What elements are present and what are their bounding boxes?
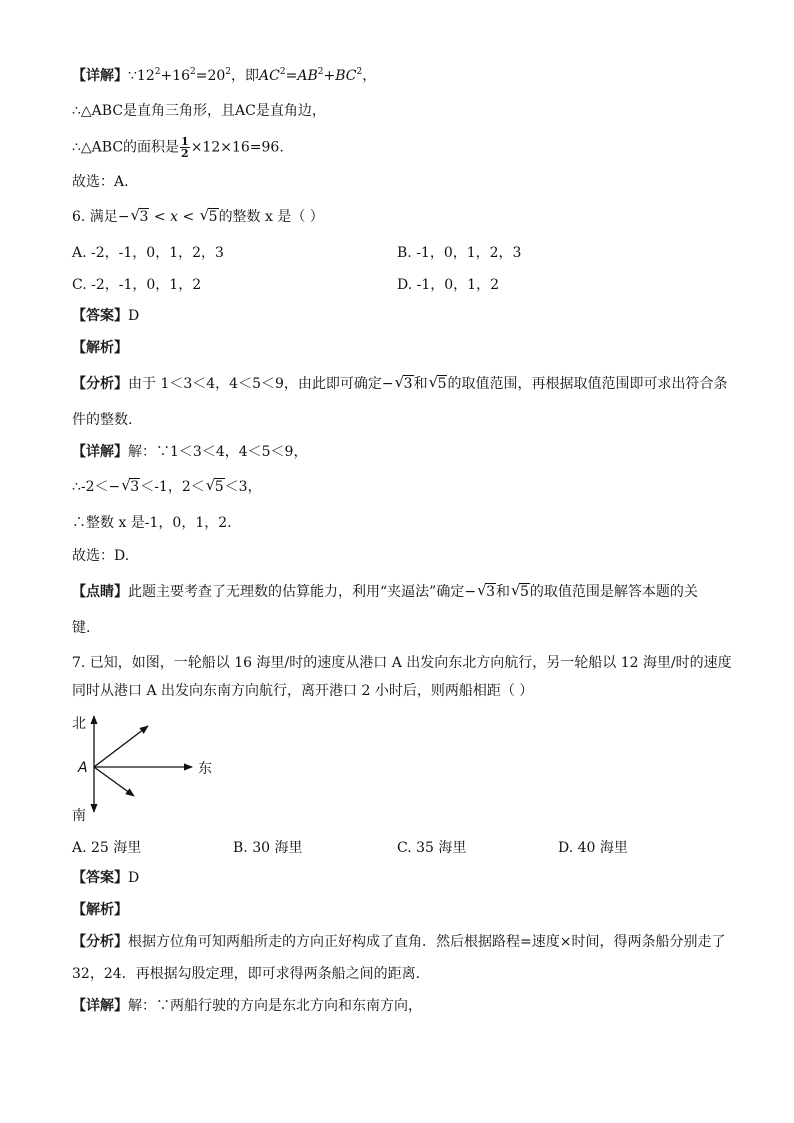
q7-fenxi-line1: 【分析】根据方位角可知两船所走的方向正好构成了直角．然后根据路程=速度×时间，得两条船分别走了 (72, 934, 726, 950)
q6-stem: 6. 满足−√ 3 < x < √ 5的整数 x 是（ ） (72, 207, 324, 227)
prev-detail-line2: ∴△ABC是直角三角形，且AC是直角边， (72, 103, 326, 119)
southeast-arrow (94, 767, 134, 796)
q6-comment-line2: 键. (72, 620, 91, 636)
sqrt-5: √ 5 (200, 207, 219, 227)
q6-analysis-tag: 【解析】 (72, 340, 128, 356)
q6-fenxi-line1: 【分析】由于 1＜3＜4，4＜5＜9，由此即可确定−√ 3和√ 5的取值范围，再根据取值范围即可求出符合条 (72, 374, 727, 394)
prev-detail-line3: ∴△ABC的面积是 $\frac{1}{2}$ ×12×16=96. (72, 135, 284, 160)
label-east: 东 (198, 761, 212, 777)
q6-detail-line3: ∴整数 x 是-1，0，1，2. (72, 515, 232, 531)
q7-analysis-tag: 【解析】 (72, 902, 128, 918)
direction-diagram (68, 712, 228, 822)
prev-choice: 故选：A. (72, 174, 129, 190)
q7-option-b: B. 30 海里 (233, 840, 303, 856)
q7-stem-line1: 7. 已知，如图，一轮船以 16 海里/时的速度从港口 A 出发向东北方向航行，另一轮船以 12 海里/时的速度 (72, 655, 732, 671)
label-a: A (78, 760, 88, 776)
q7-answer: 【答案】D (72, 870, 140, 886)
detail-tag: 【详解】 (72, 68, 128, 84)
fraction-half: $\frac{1}{2}$ (181, 135, 189, 160)
q6-option-d: D. -1，0，1，2 (397, 277, 499, 293)
northeast-arrow (94, 726, 148, 767)
q7-fenxi-line2: 32，24．再根据勾股定理，即可求得两条船之间的距离． (72, 966, 430, 982)
q6-choice: 故选：D. (72, 548, 130, 564)
sqrt-3: √ 3 (131, 207, 150, 227)
prev-detail-line1: 【详解】$\because 12^2+16^2=20^2$，即$AC^2=AB^2+BC^2$， (72, 67, 377, 84)
q7-stem-line2: 同时从港口 A 出发向东南方向航行，离开港口 2 小时后，则两船相距（ ） (72, 683, 534, 699)
label-north: 北 (72, 716, 86, 732)
q7-option-d: D. 40 海里 (558, 840, 628, 856)
q6-comment-line1: 【点睛】此题主要考查了无理数的估算能力，利用“夹逼法”确定−√ 3和√ 5的取值范围是解答本题的关 (72, 582, 698, 602)
q7-option-a: A. 25 海里 (72, 840, 142, 856)
label-south: 南 (72, 808, 86, 822)
q6-answer: 【答案】D (72, 308, 140, 324)
q6-option-a: A. -2，-1，0，1，2，3 (72, 245, 224, 261)
q6-option-b: B. -1，0，1，2，3 (397, 245, 522, 261)
q6-detail-line2: ∴-2＜−√ 3＜-1，2＜√ 5＜3， (72, 477, 262, 497)
q6-option-c: C. -2，-1，0，1，2 (72, 277, 202, 293)
q7-detail-line1: 【详解】解：∵两船行驶的方向是东北方向和东南方向， (72, 998, 422, 1014)
q7-option-c: C. 35 海里 (397, 840, 467, 856)
q6-detail-line1: 【详解】解：∵1＜3＜4，4＜5＜9， (72, 444, 308, 460)
q6-fenxi-line2: 件的整数. (72, 412, 133, 428)
